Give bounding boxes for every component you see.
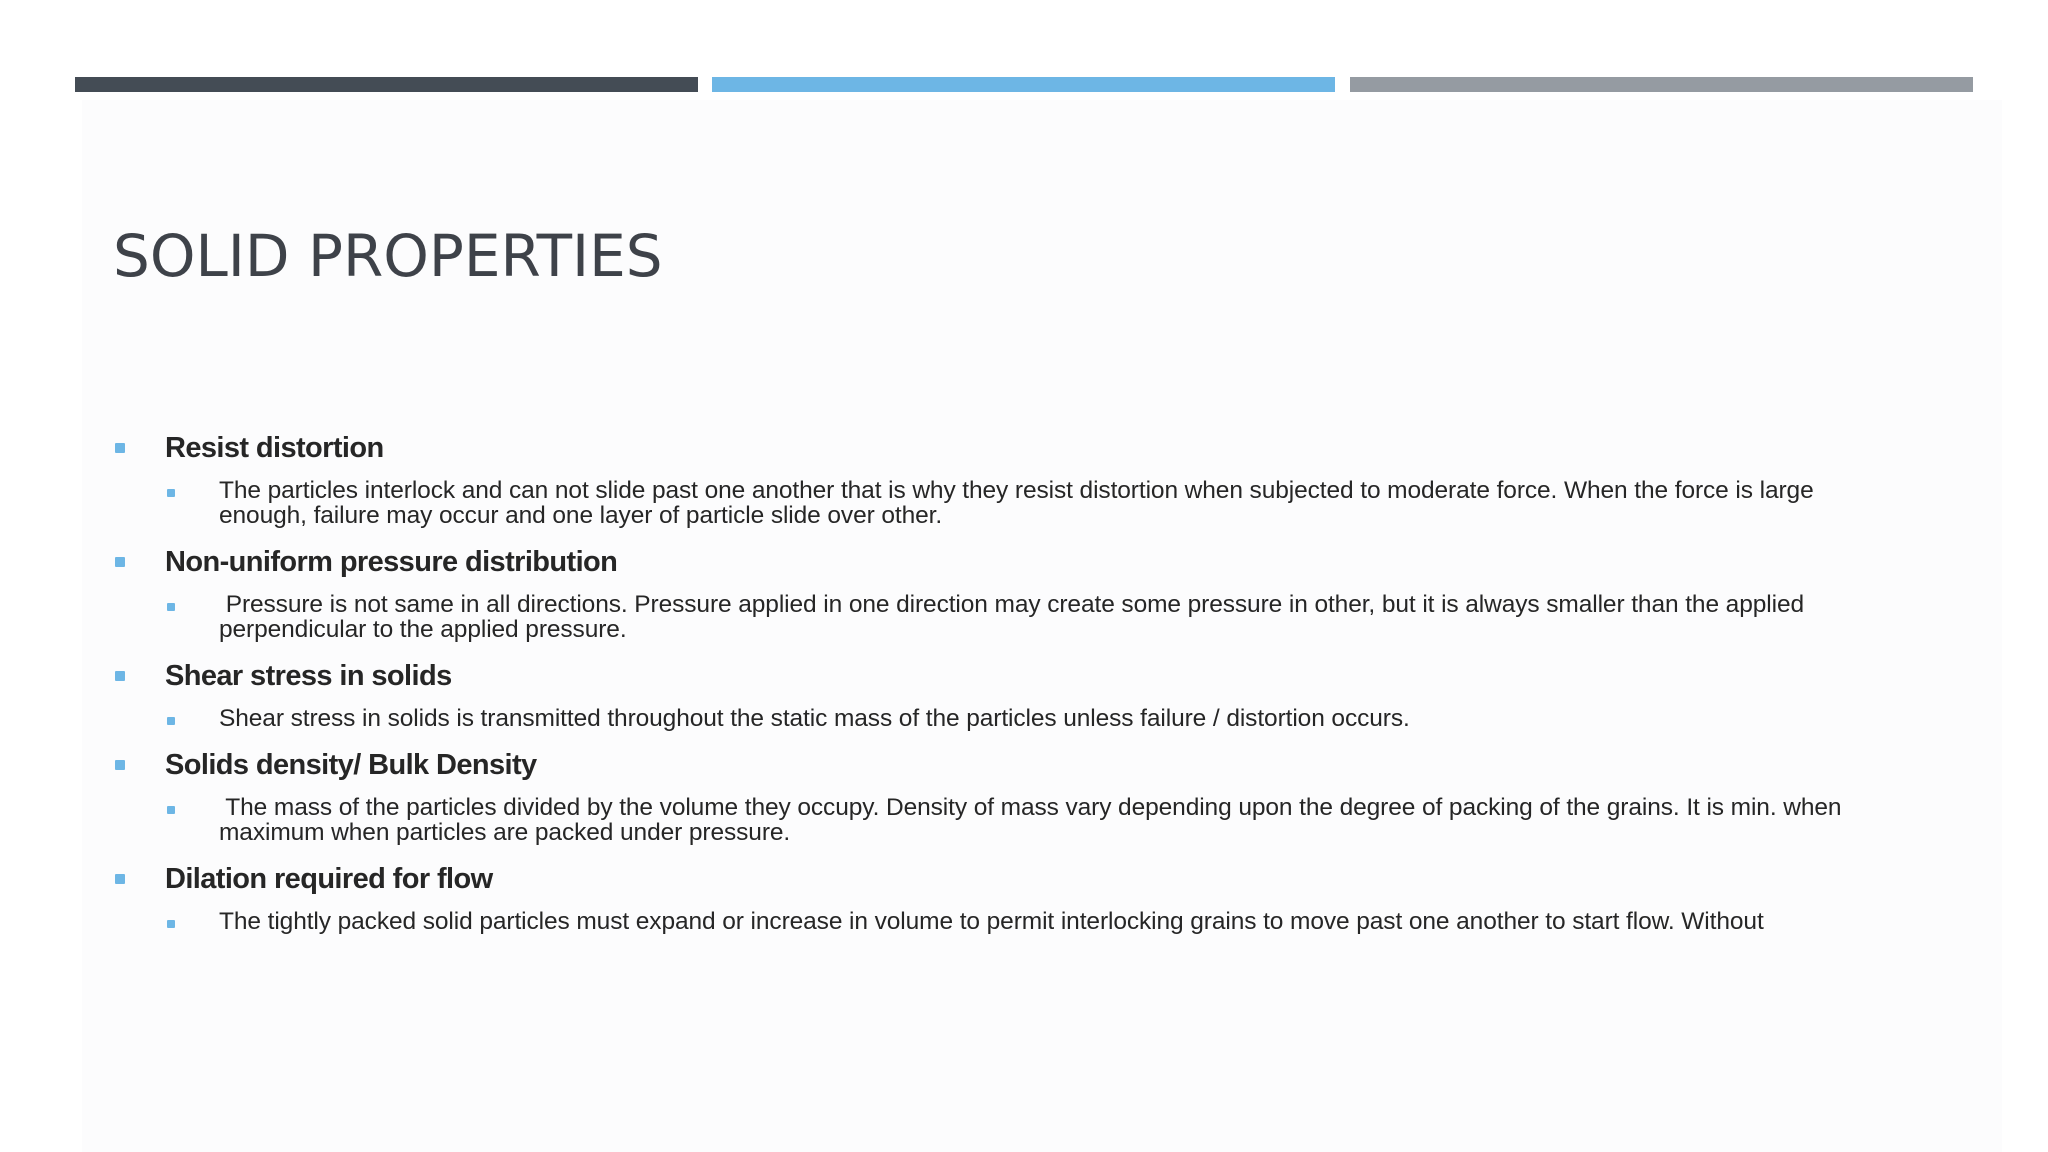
sub-bullet-line: Shear stress in solids is transmitted throughout the static mass of the particles unless failure / distortion occurs. (219, 705, 1410, 732)
sub-bullet-line: The mass of the particles divided by the volume they occupy. Density of mass vary depending upon the degree of packing of the grains. It is min. when (219, 794, 1842, 821)
bullet-heading: Dilation required for flow (165, 863, 493, 895)
bullet-item-bulk-density (113, 745, 1933, 845)
accent-bar-dark (75, 77, 698, 92)
sub-bullet (165, 478, 1933, 528)
sub-bullet-line: enough, failure may occur and one layer of particle slide over other. (219, 502, 943, 529)
slide-title: SOLID PROPERTIES (113, 222, 663, 290)
accent-bar-blue (712, 77, 1335, 92)
bullet-heading: Non-uniform pressure distribution (165, 546, 618, 578)
sub-bullet-line: The tightly packed solid particles must expand or increase in volume to permit interlocking grains to move past one another to start flow. Without (219, 908, 1764, 935)
sub-bullet (165, 795, 1933, 845)
square-bullet-icon (167, 920, 175, 928)
square-bullet-icon (167, 603, 175, 611)
bullet-item-non-uniform-pressure (113, 542, 1933, 642)
bullet-heading: Shear stress in solids (165, 660, 452, 692)
sub-bullet-line: maximum when particles are packed under pressure. (219, 819, 791, 846)
square-bullet-icon (115, 874, 125, 884)
square-bullet-icon (167, 489, 175, 497)
sub-bullet-line: Pressure is not same in all directions. Pressure applied in one direction may create some pressure in other, but it is always smaller than the applied (219, 591, 1804, 618)
sub-bullet (165, 592, 1933, 642)
square-bullet-icon (167, 717, 175, 725)
sub-bullet-line: The particles interlock and can not slide past one another that is why they resist distortion when subjected to moderate force. When the force is large (219, 477, 1814, 504)
bullet-heading: Resist distortion (165, 432, 384, 464)
sub-bullet (165, 909, 1933, 934)
bullet-list (113, 428, 1933, 934)
bullet-heading: Solids density/ Bulk Density (165, 749, 537, 781)
square-bullet-icon (115, 557, 125, 567)
square-bullet-icon (115, 760, 125, 770)
sub-bullet-line: perpendicular to the applied pressure. (219, 616, 627, 643)
bullet-item-shear-stress (113, 656, 1933, 731)
bullet-item-resist-distortion (113, 428, 1933, 528)
sub-bullet (165, 706, 1933, 731)
square-bullet-icon (115, 671, 125, 681)
bullet-item-dilation (113, 859, 1933, 934)
accent-bar-gray (1350, 77, 1973, 92)
square-bullet-icon (115, 443, 125, 453)
square-bullet-icon (167, 806, 175, 814)
